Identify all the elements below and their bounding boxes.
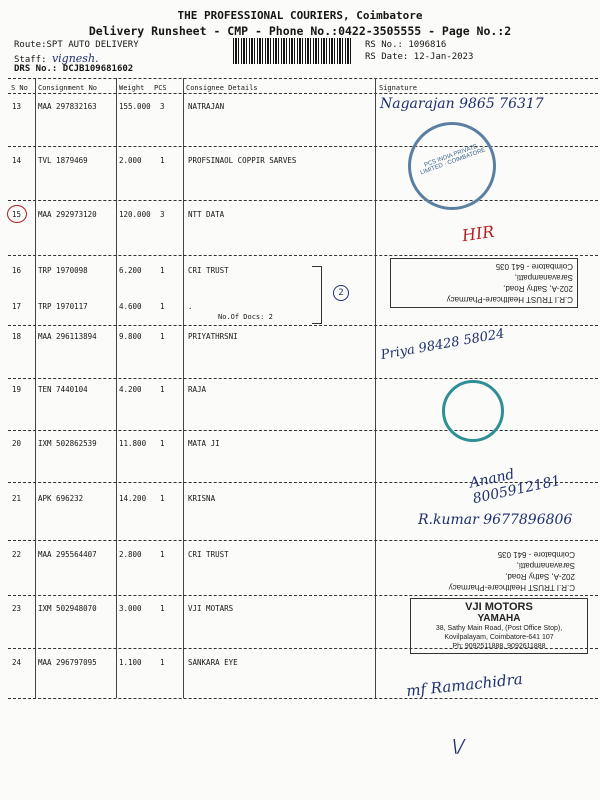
row-separator [8,430,598,431]
row-consignee: MATA JI [188,439,220,448]
vji-stamp-line: 38, Sathy Main Road, (Post Office Stop), [435,625,563,632]
row-separator [8,200,598,201]
row-pcs: 1 [160,332,165,341]
row-weight: 155.000 [119,102,151,111]
row-sno: 16 [12,266,22,275]
header-top-rule [8,78,598,79]
drs-line [14,64,133,74]
row-consignment: IXM 502948070 [38,604,97,613]
row-consignee: . [188,302,193,311]
row-consignment: MAA 295564407 [38,550,97,559]
col-header-sno: S No [11,84,28,92]
vji-stamp-name: VJI MOTORS [465,601,533,613]
row-sno: 19 [12,385,22,394]
row-sno: 20 [12,439,22,448]
company-title: THE PROFESSIONAL COURIERS, Coimbatore [177,9,423,22]
docs-note: No.Of Docs: 2 [218,313,273,321]
col-header-signature: Signature [379,84,417,92]
row-sno: 23 [12,604,22,613]
cri-stamp-line: 202-A, Sathy Road, [505,572,575,581]
row-sno: 15 [12,210,22,219]
signature-21: R.kumar 9677896806 [418,512,573,528]
cri-stamp-line: 202-A, Sathy Road, [503,284,573,293]
row-pcs: 1 [160,266,165,275]
signature-bottom: \/ [452,736,465,757]
row-separator [8,146,598,147]
row-consignee: CRI TRUST [188,266,229,275]
rs-no-line [365,40,446,50]
signature-20: Anand 8005912181 [468,466,562,508]
col-header-consignment: Consignment No [38,84,98,92]
route-line [14,40,139,50]
row-pcs: 1 [160,550,165,559]
route-value: SPT AUTO DELIVERY [46,40,139,50]
row-pcs: 1 [160,439,165,448]
cri-stamp [390,258,578,308]
row-pcs: 1 [160,604,165,613]
cri-stamp-line: Coimbatore - 641 035 [495,262,573,271]
row-separator [8,255,598,256]
row-consignment: IXM 502862539 [38,439,97,448]
circled-mark [7,205,27,223]
row-weight: 11.800 [119,439,147,448]
seal-text: PCS INDIA PRIVATE LIMITED · COIMBATORE [419,143,487,177]
row-pcs: 1 [160,658,165,667]
row-separator [8,378,598,379]
row-weight: 14.200 [119,494,147,503]
row-pcs: 1 [160,494,165,503]
cri-stamp-line: C.R.I TRUST Healthcare-Pharmacy [448,583,575,592]
row-sno: 13 [12,102,22,111]
row-sno: 21 [12,494,22,503]
row-weight: 3.000 [119,604,142,613]
row-consignment: TRP 1970117 [38,302,88,311]
row-weight: 1.100 [119,658,142,667]
cri-stamp-line: C.R.I TRUST Healthcare-Pharmacy [446,295,573,304]
col-divider [183,78,184,698]
rs-date-line [365,52,473,62]
signature-18: Priya 98428 58024 [379,326,506,364]
row-consignment: APK 696232 [38,494,84,503]
header-bottom-rule [8,93,598,94]
company-seal [408,122,496,210]
col-header-weight: Weight [119,84,145,92]
rs-date-label: RS Date: [365,52,409,62]
row-weight: 9.800 [119,332,142,341]
row-pcs: 1 [160,385,165,394]
drs-value: DCJB109681602 [62,64,134,74]
row-weight: 6.200 [119,266,142,275]
col-divider [116,78,117,698]
cri-stamp-line: Saravanampatti, [514,273,573,282]
row-sno: 24 [12,658,22,667]
rs-no-value: 1096816 [408,40,447,50]
row-consignee: VJI MOTARS [188,604,234,613]
staff-label: Staff: [14,55,47,65]
vji-stamp-line: Kovilpalayam, Coimbatore-641 107 [444,634,554,641]
row-consignee: NTT DATA [188,210,225,219]
row-consignee: SANKARA EYE [188,658,238,667]
row-consignment: MAA 297832163 [38,102,97,111]
row-sno: 22 [12,550,22,559]
signature-13: Nagarajan 9865 76317 [380,96,544,112]
rs-no-label: RS No.: [365,40,403,50]
row-consignee: RAJA [188,385,207,394]
row-pcs: 1 [160,302,165,311]
col-divider [375,78,376,698]
col-header-consignee: Consignee Details [186,84,258,92]
signature-24: mf Ramachidra [405,669,524,701]
row-consignment: TVL 1879469 [38,156,88,165]
rs-date-value: 12-Jan-2023 [413,52,474,62]
row-consignee: PRIYATHRSNI [188,332,238,341]
row-pcs: 1 [160,156,165,165]
cri-stamp-line: Saravanampatti, [516,561,575,570]
row-consignee: CRI TRUST [188,550,229,559]
round-seal [442,380,504,442]
row-weight: 2.800 [119,550,142,559]
row-consignment: MAA 296797095 [38,658,97,667]
row-consignment: TEN 7440104 [38,385,88,394]
bracket [312,266,322,324]
drs-label: DRS No.: [14,64,58,74]
cri-stamp-line: Coimbatore - 641 035 [497,550,575,559]
row-weight: 4.600 [119,302,142,311]
row-consignment: TRP 1970098 [38,266,88,275]
row-pcs: 3 [160,210,165,219]
row-consignment: MAA 296113894 [38,332,97,341]
staff-handwritten: vignesh. [51,52,99,65]
cri-stamp [392,546,580,596]
row-consignee: PROFSINAOL COPPIR SARVES [188,156,297,165]
row-consignment: MAA 292973120 [38,210,97,219]
vji-stamp-brand: YAMAHA [477,613,521,624]
route-label: Route: [14,40,47,50]
signature-15: HIR [460,221,496,246]
col-header-pcs: PCS [154,84,167,92]
barcode [233,38,353,64]
row-consignee: NATRAJAN [188,102,225,111]
row-weight: 4.200 [119,385,142,394]
row-consignee: KRISNA [188,494,216,503]
row-weight: 120.000 [119,210,151,219]
col-divider [35,78,36,698]
row-separator [8,540,598,541]
row-pcs: 3 [160,102,165,111]
row-sno: 17 [12,302,22,311]
runsheet-title: Delivery Runsheet - CMP - Phone No.:0422-3505555 - Page No.:2 [88,24,512,38]
row-sno: 14 [12,156,22,165]
row-separator [8,698,598,699]
vji-stamp-line: Ph: 9092511888, 9092611888 [452,643,546,650]
circled-count: 2 [333,285,349,301]
row-weight: 2.000 [119,156,142,165]
vji-stamp [410,598,588,654]
row-sno: 18 [12,332,22,341]
